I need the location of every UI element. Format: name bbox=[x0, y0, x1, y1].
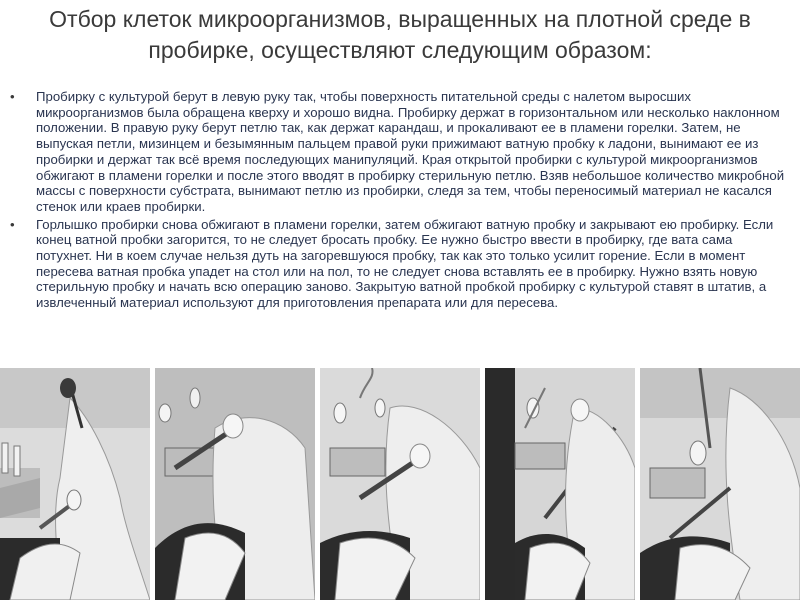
slide-title: Отбор клеток микроорганизмов, выращенных на плотной среде в пробирке, осуществляют следующим образом: bbox=[49, 6, 751, 63]
bullet-marker: • bbox=[10, 89, 15, 104]
photo-strip bbox=[0, 368, 800, 600]
bullet-marker: • bbox=[10, 216, 15, 232]
photo-step-2 bbox=[155, 368, 315, 600]
bullet-text: Пробирку с культурой берут в левую руку так, чтобы поверхность питательной среды с налетом выросших микроорганизмов была обращена кверху и хорошо видна. Пробирку держат в горизонтальном или несколько наклонном положении. В правую руку берут петлю так, как держат карандаш, и прокаливают ее в пламени горелки. Затем, не выпуская петли, мизинцем и безымянным пальцем правой руки прижимают ватную пробку к ладони, вынимают ее из пробирки и держат так всё время последующих манипуляций. Края открытой пробирки с культурой микроорганизмов обжигают в пламени горелки и после этого вводят в пробирку стерильную петлю. Взяв небольшое количество микробной массы с поверхности субстрата, вынимают петлю из пробирки, следя за тем, чтобы переносимый материал не касался стенок или краев пробирки. bbox=[36, 89, 785, 214]
photo-step-3 bbox=[320, 368, 480, 600]
photo-step-1 bbox=[0, 368, 150, 600]
bullet-item-2 bbox=[10, 217, 790, 311]
bullet-text: Горлышко пробирки снова обжигают в пламени горелки, затем обжигают ватную пробку и закрывают ею пробирку. Если конец ватной пробки загорится, то не следует бросать пробку. Ее нужно быстро ввести в пробирку, где вата сама потухнет. Ни в коем случае нельзя дуть на загоревшуюся пробку, так как это только усилит горение. Если в момент пересева ватная пробка упадет на стол или на пол, то не следует снова вставлять ее в пробирку. Нужно взять новую стерильную пробку и начать всю операцию заново. Закрытую ватной пробкой пробирку с культурой ставят в штатив, а извлеченный материал используют для приготовления препарата или для пересева. bbox=[36, 216, 774, 311]
bullet-item-1 bbox=[10, 89, 790, 215]
bullet-list bbox=[10, 89, 790, 313]
photo-step-4 bbox=[485, 368, 635, 600]
photo-step-5 bbox=[640, 368, 800, 600]
